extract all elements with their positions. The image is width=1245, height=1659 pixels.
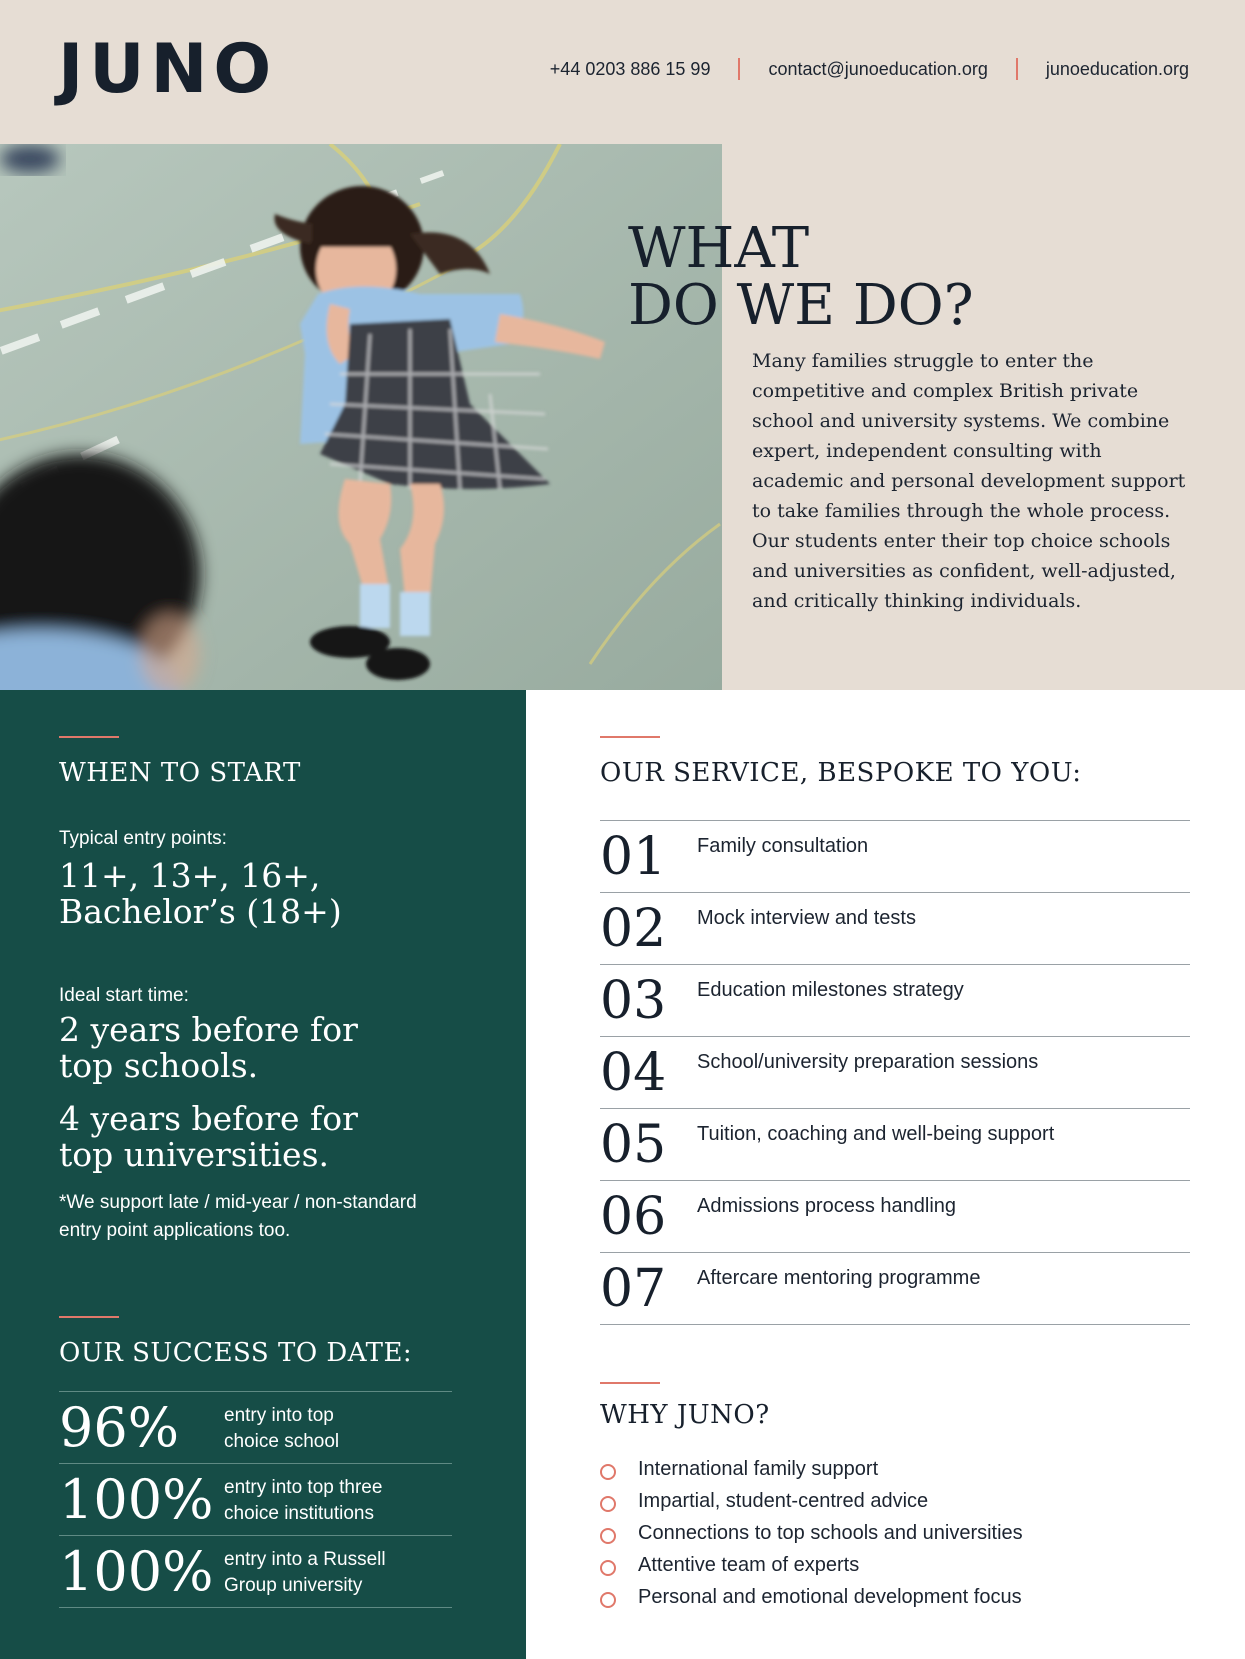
why-juno-item: [600, 1521, 1200, 1553]
service-item: [600, 1036, 1190, 1108]
success-row: [59, 1391, 452, 1463]
success-value: 100%: [59, 1468, 214, 1531]
accent-line: [59, 1316, 119, 1318]
service-item: [600, 820, 1190, 892]
bullet-ring-icon: [600, 1464, 616, 1480]
success-row: [59, 1463, 452, 1535]
service-number: 06: [600, 1187, 667, 1247]
ideal-start-label: Ideal start time:: [59, 985, 189, 1006]
why-juno-item: [600, 1457, 1200, 1489]
service-item: [600, 1180, 1190, 1252]
contact-divider: [738, 58, 740, 80]
hero-title: [628, 216, 974, 338]
success-row: [59, 1535, 452, 1608]
juno-logo[interactable]: [58, 30, 277, 109]
service-number: 02: [600, 899, 667, 959]
success-value: 96%: [59, 1396, 180, 1459]
service-item: [600, 1252, 1190, 1325]
success-desc-line1: entry into top: [224, 1405, 334, 1426]
service-number: 04: [600, 1043, 667, 1103]
service-label: Admissions process handling: [697, 1195, 957, 1217]
bullet-ring-icon: [600, 1592, 616, 1608]
website-link[interactable]: junoeducation.org: [1045, 58, 1189, 79]
service-label: Family consultation: [697, 835, 869, 857]
hero-title-line2: DO WE DO?: [628, 273, 974, 338]
service-number: 05: [600, 1115, 667, 1175]
ideal-start-universities: [59, 1101, 358, 1173]
entry-points-line2: Bachelor’s (18+): [59, 892, 342, 931]
why-juno-title: WHY JUNO?: [600, 1400, 770, 1430]
service-label: Education milestones strategy: [697, 979, 964, 1001]
why-juno-text: Connections to top schools and universities: [638, 1522, 1023, 1544]
service-list: [600, 820, 1190, 1325]
bullet-ring-icon: [600, 1496, 616, 1512]
why-juno-text: International family support: [638, 1458, 879, 1480]
success-desc-line2: choice institutions: [224, 1503, 374, 1524]
accent-line: [59, 736, 119, 738]
phone-number[interactable]: +44 0203 886 15 99: [549, 58, 711, 79]
success-description: [224, 1475, 434, 1527]
entry-points-line1: 11+, 13+, 16+,: [59, 856, 321, 895]
ideal-unis-line1: 4 years before for: [59, 1099, 358, 1138]
ideal-unis-line2: top universities.: [59, 1135, 330, 1174]
service-title: OUR SERVICE, BESPOKE TO YOU:: [600, 758, 1082, 788]
logo-text: JUNO: [58, 30, 278, 109]
hero-photo: [0, 144, 722, 690]
why-juno-item: [600, 1585, 1200, 1617]
left-panel: [0, 690, 526, 1659]
why-juno-item: [600, 1553, 1200, 1585]
contact-divider: [1016, 58, 1018, 80]
service-item: [600, 892, 1190, 964]
service-label: Mock interview and tests: [697, 907, 916, 929]
why-juno-text: Impartial, student-centred advice: [638, 1490, 929, 1512]
hero-photo-illustration: [0, 144, 722, 690]
success-value: 100%: [59, 1540, 214, 1603]
hero-body: Many families struggle to enter the competitive and complex British private school and university systems. We combine expert, independent consulting with academic and personal development support to take families through the whole process. Our students enter their top choice schools and universities as confident, well-adjusted, and critically thinking individuals.: [752, 350, 1186, 612]
service-number: 07: [600, 1259, 667, 1319]
service-item: [600, 1108, 1190, 1180]
contact-bar: [550, 58, 1189, 80]
ideal-schools-line1: 2 years before for: [59, 1010, 358, 1049]
service-number: 01: [600, 827, 667, 887]
hero-section: [0, 144, 1245, 690]
accent-line: [600, 1382, 660, 1384]
entry-points-label: Typical entry points:: [59, 828, 227, 849]
ideal-start-schools: [59, 1012, 358, 1084]
header: [0, 0, 1245, 144]
bullet-ring-icon: [600, 1528, 616, 1544]
why-juno-text: Attentive team of experts: [638, 1554, 860, 1576]
bullet-ring-icon: [600, 1560, 616, 1576]
late-entry-note: *We support late / mid-year / non-standard entry point applications too.: [59, 1192, 417, 1241]
success-desc-line1: entry into top three: [224, 1477, 383, 1498]
why-juno-text: Personal and emotional development focus: [638, 1586, 1022, 1608]
success-description: [224, 1547, 434, 1599]
success-description: [224, 1403, 434, 1455]
ideal-schools-line2: top schools.: [59, 1046, 259, 1085]
why-juno-item: [600, 1489, 1200, 1521]
entry-points-value: [59, 858, 342, 930]
service-label: Tuition, coaching and well-being support: [697, 1123, 1055, 1145]
email-link[interactable]: contact@junoeducation.org: [768, 58, 988, 79]
why-juno-list: [600, 1457, 1200, 1617]
when-to-start-title: WHEN TO START: [59, 758, 301, 788]
success-table: [59, 1391, 452, 1608]
service-label: Aftercare mentoring programme: [697, 1267, 981, 1289]
service-label: School/university preparation sessions: [697, 1051, 1039, 1073]
success-desc-line2: Group university: [224, 1575, 363, 1596]
hero-title-line1: WHAT: [628, 216, 810, 281]
service-number: 03: [600, 971, 667, 1031]
service-item: [600, 964, 1190, 1036]
success-title: OUR SUCCESS TO DATE:: [59, 1338, 413, 1368]
accent-line: [600, 736, 660, 738]
success-desc-line2: choice school: [224, 1431, 340, 1452]
success-desc-line1: entry into a Russell: [224, 1549, 386, 1570]
